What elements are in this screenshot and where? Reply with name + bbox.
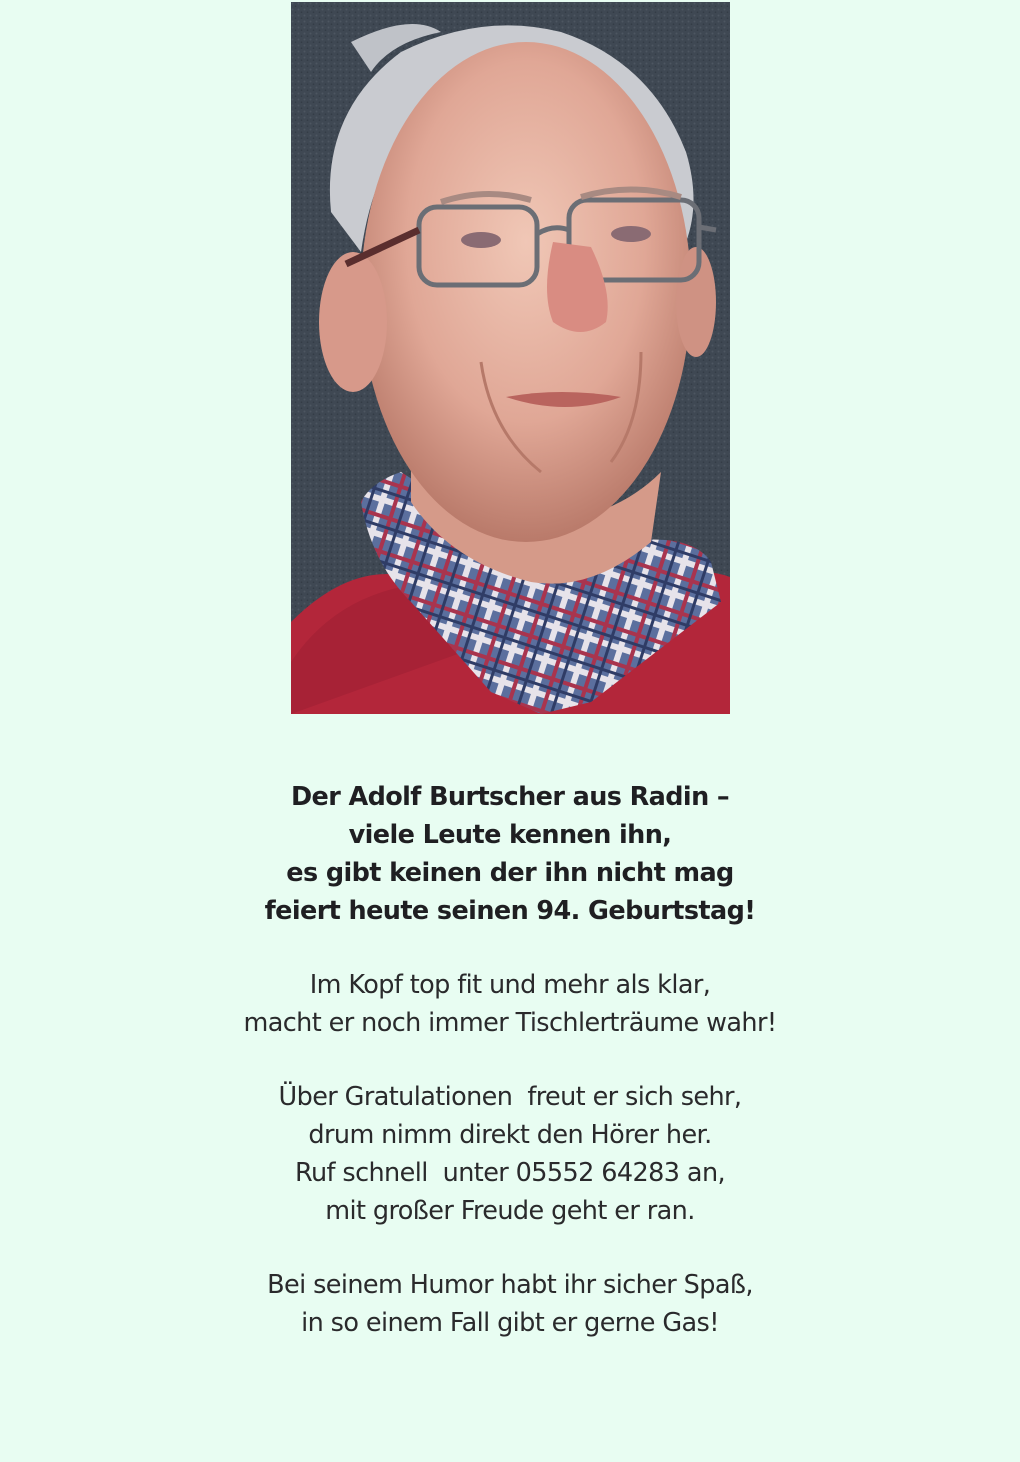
poem-line: mit großer Freude geht er ran. [325,1196,695,1226]
portrait-illustration [291,2,730,714]
poem-line: drum nimm direkt den Hörer her. [308,1120,712,1150]
poem-line: macht er noch immer Tischlerträume wahr! [243,1008,777,1038]
poem-line: Der Adolf Burtscher aus Radin – [290,782,730,812]
poem-line: Über Gratulationen freut er sich sehr, [278,1082,742,1112]
poem-line: Bei seinem Humor habt ihr sicher Spaß, [267,1270,753,1300]
poem [0,778,1020,1378]
stanza-humor [0,1266,1020,1342]
poem-line: Im Kopf top fit und mehr als klar, [309,970,711,1000]
portrait-photo [291,2,730,714]
poem-line: es gibt keinen der ihn nicht mag [286,858,734,888]
poem-line: feiert heute seinen 94. Geburtstag! [264,896,756,926]
stanza-greeting [0,778,1020,930]
poem-line: viele Leute kennen ihn, [348,820,672,850]
stanza-fitness [0,966,1020,1042]
poem-line: in so einem Fall gibt er gerne Gas! [301,1308,719,1338]
poem-line-phone: Ruf schnell unter 05552 64283 an, [294,1158,726,1188]
stanza-congratulations [0,1078,1020,1230]
